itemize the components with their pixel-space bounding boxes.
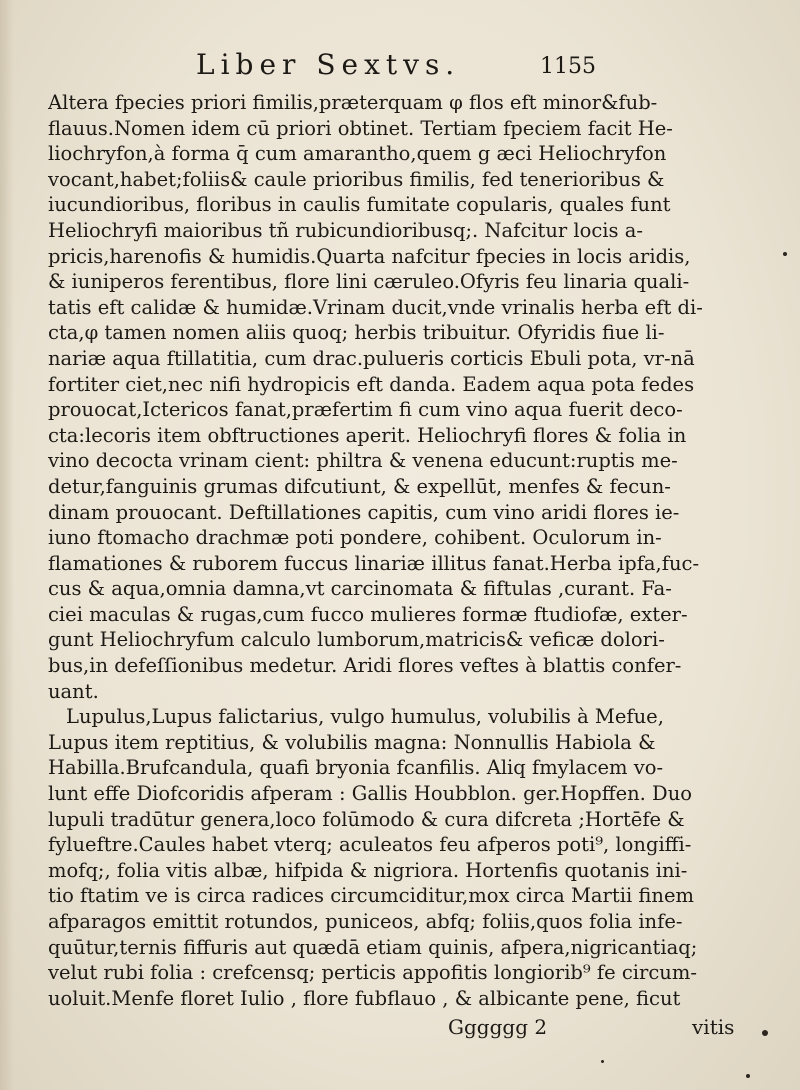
running-head: Liber Sextvs. [196, 48, 461, 81]
text-line: fylueftre.Caules habet vterq; aculeatos feu afperos poti⁹, longiffi- [48, 833, 692, 857]
text-line: cus & aqua,omnia damna,vt carcinomata & fiftulas ,curant. Fa- [48, 577, 672, 601]
text-line: pricis,harenofis & humidis.Quarta nafcitur fpecies in locis aridis, [48, 244, 691, 268]
text-line: Heliochryfi maioribus tñ rubicundioribusq;. Nafcitur locis a- [48, 218, 643, 242]
text-line: detur,fanguinis grumas difcutiunt, & expellūt, menfes & fecun- [48, 474, 671, 498]
ink-speck [762, 1030, 768, 1036]
text-line: cta:lecoris item obftructiones aperit. Heliochryfi flores & folia in [48, 423, 687, 447]
text-line: flauus.Nomen idem cū priori obtinet. Tertiam fpeciem facit He- [48, 116, 673, 140]
text-line: iuno ftomacho drachmӕ poti pondere, cohibent. Oculorum in- [48, 526, 662, 550]
text-line: cta,φ tamen nomen aliis quoq; herbis tribuitur. Ofyridis fiue li- [48, 321, 665, 345]
text-line: Lupus item reptitius, & volubilis magna: Nonnullis Habiola & [48, 730, 656, 754]
text-line: tatis eft calidӕ & humidӕ.Vrinam ducit,vnde vrinalis herba eft di- [48, 295, 703, 319]
text-line: uant. [48, 679, 99, 703]
text-line: gunt Heliochryfum calculo lumborum,matricis& veficӕ dolori- [48, 628, 665, 652]
text-line: Lupulus,Lupus falictarius, vulgo humulus, volubilis à Mefue, [66, 705, 664, 729]
text-line: bus,in defeſſionibus medetur. Aridi flores veftes à blattis confer- [48, 654, 682, 678]
text-line: lupuli tradūtur genera,loco folūmodo & cura difcreta ;Hortēfe & [48, 807, 685, 831]
ink-speck [783, 252, 787, 256]
text-line: ciei maculas & rugas,cum fucco mulieres formӕ ftudiofӕ, exter- [48, 602, 688, 626]
text-line: fortiter ciet,nec nifi hydropicis eft danda. Eadem aqua pota fedes [48, 372, 695, 396]
catchword: vitis [692, 1015, 735, 1039]
page-number: 1155 [540, 54, 596, 79]
text-line: quūtur,ternis fiffuris aut quӕdā etiam quinis, afpera,nigricantiaq; [48, 935, 698, 959]
text-line: mofq;, folia vitis albӕ, hifpida & nigriora. Hortenfis quotanis ini- [48, 858, 688, 882]
text-line: liochryfon,à forma q̄ cum amarantho,quem g ӕci Heliochryfon [48, 142, 667, 166]
ink-speck [601, 1060, 604, 1063]
page-header [0, 48, 800, 88]
text-block [48, 90, 754, 1011]
text-line: iucundioribus, floribus in caulis fumitate copularis, quales funt [48, 193, 671, 217]
text-line: vino decocta vrinam cient: philtra & venena educunt:ruptis me- [48, 449, 678, 473]
text-line: afparagos emittit rotundos, puniceos, abfq; foliis,quos folia infe- [48, 910, 683, 933]
text-line: Habilla.Brufcandula, quafi bryonia fcanfilis. Aliq fmylacem vo- [48, 756, 664, 780]
printer-signature: Gggggg 2 [448, 1015, 548, 1039]
text-line: nariӕ aqua ftillatitia, cum drac.pulueris corticis Ebuli pota, vr-nā [48, 346, 695, 370]
text-line: dinam prouocant. Deftillationes capitis, cum vino aridi flores ie- [48, 500, 680, 524]
ink-speck [746, 1074, 750, 1078]
text-line: Altera fpecies priori fimilis,prӕterquam φ flos eft minor&fub- [48, 91, 658, 114]
page-gutter-shadow [0, 0, 14, 1090]
text-line: tio ftatim ve is circa radices circumciditur,mox circa Martii finem [48, 884, 694, 908]
text-line: vocant,habet;foliis& caule prioribus fimilis, fed tenerioribus & [48, 167, 665, 191]
text-line: lunt effe Diofcoridis afperam : Gallis Houbblon. ger.Hopffen. Duo [48, 782, 692, 806]
text-line: & iuniperos ferentibus, flore lini cӕruleo.Ofyris feu linaria quali- [48, 270, 690, 294]
page-footer [0, 1015, 800, 1045]
text-line: prouocat,Ictericos fanat,prӕfertim fi cum vino aqua fuerit deco- [48, 398, 683, 422]
text-line: velut rubi folia : crefcensq; perticis appofitis longiorib⁹ fe circum- [48, 961, 697, 985]
text-line: uoluit.Menfe floret Iulio , flore fubflauo , & albicante pene, ficut [48, 986, 681, 1010]
text-line: flamationes & ruborem fuccus linariӕ illitus fanat.Herba ipfa,fuc- [48, 551, 700, 575]
